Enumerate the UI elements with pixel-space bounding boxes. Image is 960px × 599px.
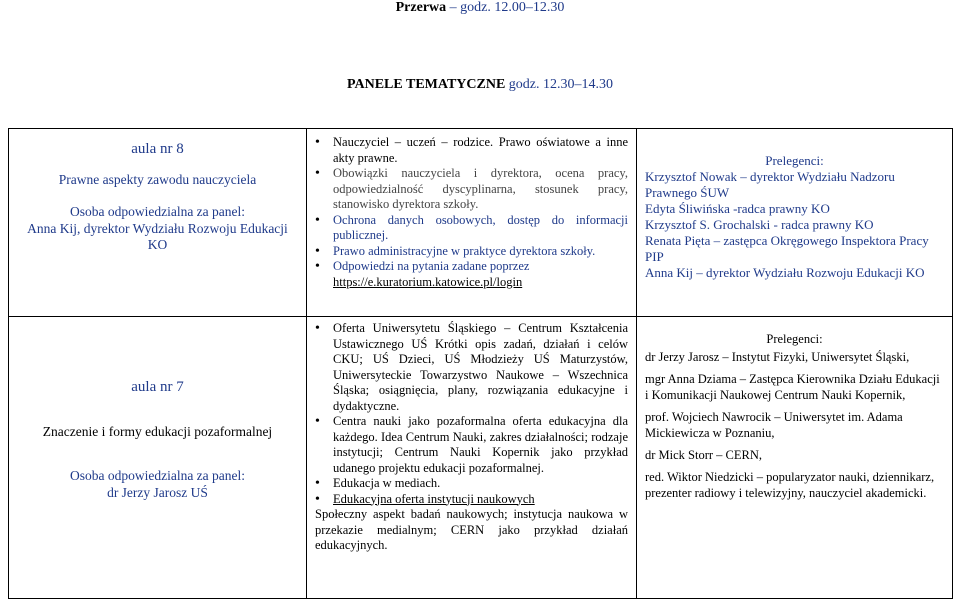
panel-row-2: [9, 317, 953, 599]
list-item: • Ochrona danych osobowych, dostęp do informacji publicznej.: [333, 213, 628, 244]
panels-table: [8, 128, 953, 599]
speakers-header: Prelegenci:: [765, 153, 824, 168]
speaker: Edyta Śliwińska -radca prawny KO: [645, 201, 830, 216]
list-item-text: Odpowiedzi na pytania zadane poprzez: [333, 259, 530, 273]
panel-1-topics-cell: [307, 129, 637, 317]
speaker: dr Mick Storr – CERN,: [645, 448, 763, 462]
room-label: aula nr 8: [131, 141, 184, 157]
speaker: red. Wiktor Niedzicki – popularyzator nauki, dziennikarz, prezenter radiowy i telewizyjny, nauczyciel akademicki.: [645, 470, 935, 500]
speaker: Krzysztof Nowak – dyrektor Wydziału Nadzoru Prawnego ŚUW: [645, 169, 895, 200]
list-item: • Prawo administracyjne w praktyce dyrektora szkoły.: [333, 244, 628, 260]
panel-2-speakers-cell: [637, 317, 953, 599]
panels-time: godz. 12.30–14.30: [508, 77, 614, 92]
speaker: mgr Anna Dziama – Zastępca Kierownika Działu Edukacji i Komunikacji Naukowej Centrum Nauki Kopernik,: [645, 372, 940, 402]
owner-label: Osoba odpowiedzialna za panel:: [69, 204, 246, 219]
panels-label: PANELE TEMATYCZNE: [346, 77, 506, 92]
panels-heading: [0, 77, 960, 93]
list-item: • Nauczyciel – uczeń – rodzice. Prawo oświatowe a inne akty prawne.: [333, 135, 628, 166]
panel-row-1: [9, 129, 953, 317]
speaker: Renata Pięta – zastępca Okręgowego Inspektora Pracy PIP: [645, 233, 929, 264]
owner-name: Anna Kij, dyrektor Wydziału Rozwoju Edukacji KO: [27, 220, 288, 252]
speakers-header: Prelegenci:: [766, 332, 823, 346]
break-heading: [0, 0, 960, 16]
room-label: aula nr 7: [131, 379, 184, 395]
list-item: • Centra nauki jako pozaformalna oferta edukacyjna dla każdego. Idea Centrum Nauki, zakres działalności; rodzaje instytucji; Centrum Nauki Kopernik jako przykład udanego projektu edukacji pozaformalnej.: [333, 414, 628, 476]
list-item: • Edukacja w mediach.: [333, 476, 628, 492]
panel-topic: Prawne aspekty zawodu nauczyciela: [58, 171, 257, 187]
panel-2-topics-cell: [307, 317, 637, 599]
list-item: • Oferta Uniwersytetu Śląskiego – Centrum Kształcenia Ustawicznego UŚ Krótki opis zadań, działań i celów CKU; UŚ Dzieci, UŚ Młodzieży UŚ Maturzystów, Uniwersyteckie Towarzystwo Naukowe – Wszechnica Śląska; osiągnięcia, plany, rozwiązania edukacyjne i dydaktyczne.: [333, 321, 628, 414]
speaker: prof. Wojciech Nawrocik – Uniwersytet im. Adama Mickiewicza w Poznaniu,: [645, 410, 903, 440]
owner-label: Osoba odpowiedzialna za panel:: [69, 468, 246, 483]
break-time: – godz. 12.00–12.30: [449, 0, 565, 15]
panel-topic: Znaczenie i formy edukacji pozaformalnej: [42, 423, 273, 439]
owner-name: dr Jerzy Jarosz UŚ: [107, 484, 208, 500]
list-item: • Obowiązki nauczyciela i dyrektora, ocena pracy, odpowiedzialność dyscyplinarna, stosunek pracy, stanowisko dyrektora szkoły.: [333, 166, 628, 213]
break-label: Przerwa: [395, 0, 447, 15]
speaker: Anna Kij – dyrektor Wydziału Rozwoju Edukacji KO: [645, 265, 925, 280]
speaker: Krzysztof S. Grochalski - radca prawny KO: [645, 217, 874, 232]
speaker: dr Jerzy Jarosz – Instytut Fizyki, Uniwersytet Śląski,: [645, 350, 910, 364]
list-item: [333, 259, 628, 290]
panel-1-speakers-cell: [637, 129, 953, 317]
panel-2-info-cell: [9, 317, 307, 599]
panel-2-tail-text: Społeczny aspekt badań naukowych; instytucja naukowa w przekazie medialnym; CERN jako przykład działań edukacyjnych.: [315, 507, 628, 552]
panel-1-info-cell: [9, 129, 307, 317]
login-link[interactable]: https://e.kuratorium.katowice.pl/login: [333, 274, 523, 289]
list-item-text: Edukacyjna oferta instytucji naukowych: [333, 491, 535, 506]
list-item: [333, 492, 628, 508]
